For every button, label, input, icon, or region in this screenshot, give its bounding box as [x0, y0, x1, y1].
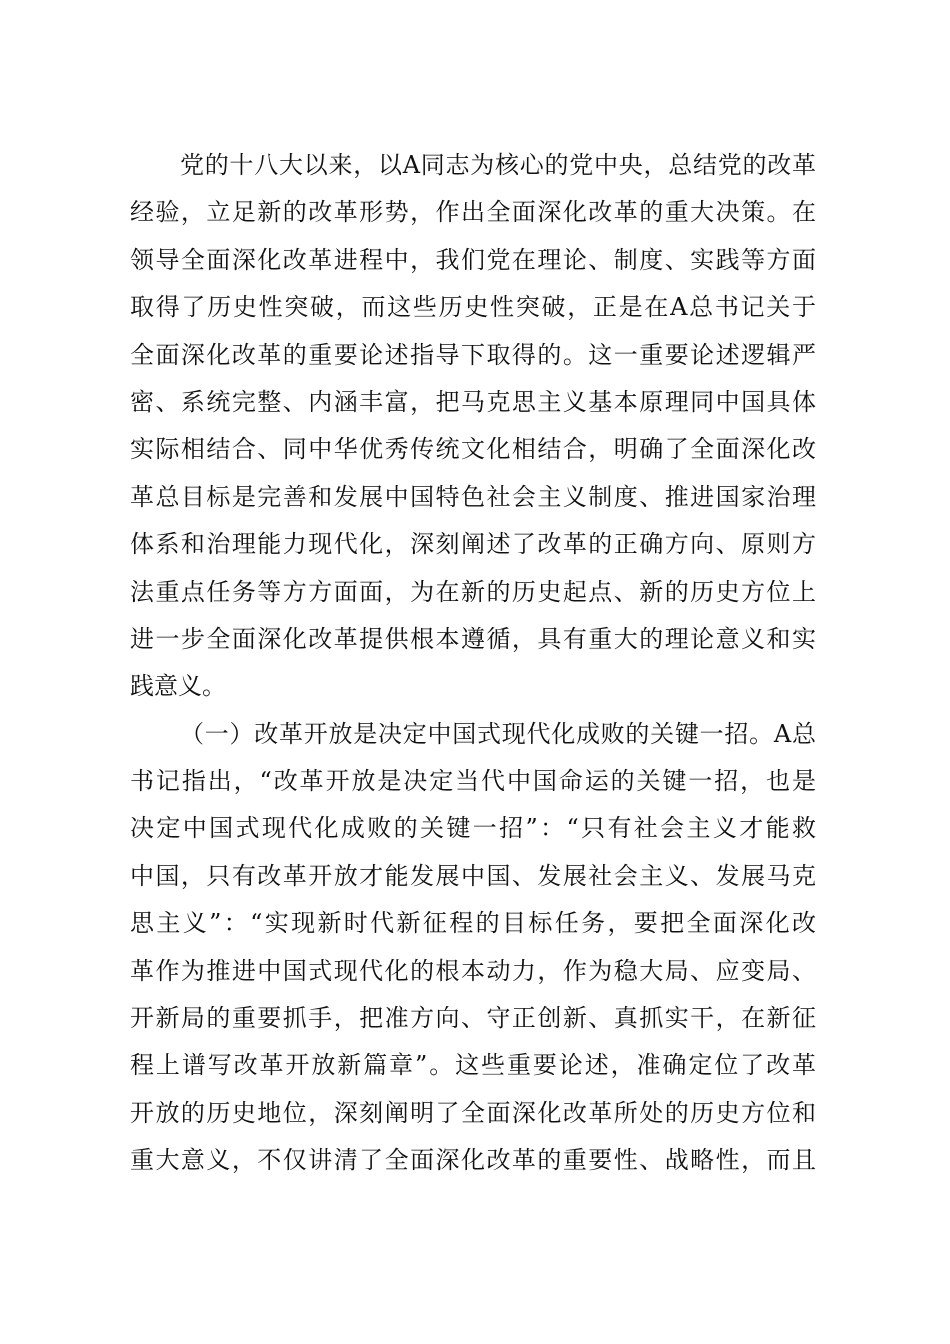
text-line: 全面深化改革的重要论述指导下取得的。这一重要论述逻辑严	[130, 340, 816, 369]
text-line: 法重点任务等方方面面，为在新的历史起点、新的历史方位上	[130, 577, 816, 606]
text-line: 体系和治理能力现代化，深刻阐述了改革的正确方向、原则方	[130, 530, 816, 559]
text-line: 进一步全面深化改革提供根本遵循，具有重大的理论意义和实	[130, 624, 816, 653]
text-line: 革作为推进中国式现代化的根本动力，作为稳大局、应变局、	[130, 956, 816, 985]
text-line: 书记指出，“改革开放是决定当代中国命运的关键一招，也是	[130, 767, 816, 796]
text-line: 取得了历史性突破，而这些历史性突破，正是在A总书记关于	[130, 293, 816, 322]
text-line: 开放的历史地位，深刻阐明了全面深化改革所处的历史方位和	[130, 1098, 816, 1127]
text-line: 程上谱写改革开放新篇章”。这些重要论述，准确定位了改革	[130, 1051, 816, 1080]
text-line: 思主义”：“实现新时代新征程的目标任务，要把全面深化改	[130, 909, 816, 938]
section-heading-line: （一）改革开放是决定中国式现代化成败的关键一招。A总	[180, 719, 816, 748]
document-page	[130, 142, 816, 1185]
text-line: 经验，立足新的改革形势，作出全面深化改革的重大决策。在	[130, 198, 816, 227]
text-line: 领导全面深化改革进程中，我们党在理论、制度、实践等方面	[130, 245, 816, 274]
text-line: 党的十八大以来，以A同志为核心的党中央，总结党的改革	[180, 151, 816, 179]
text-line: 中国，只有改革开放才能发展中国、发展社会主义、发展马克	[130, 861, 816, 890]
text-line: 重大意义，不仅讲清了全面深化改革的重要性、战略性，而且	[130, 1146, 816, 1175]
text-line: 践意义。	[130, 672, 226, 701]
paragraph-section-1	[130, 711, 816, 1185]
text-line: 决定中国式现代化成败的关键一招”：“只有社会主义才能救	[130, 814, 816, 843]
text-line: 革总目标是完善和发展中国特色社会主义制度、推进国家治理	[130, 482, 816, 511]
paragraph-intro	[130, 142, 816, 711]
text-line: 开新局的重要抓手，把准方向、守正创新、真抓实干，在新征	[130, 1004, 816, 1033]
text-line: 实际相结合、同中华优秀传统文化相结合，明确了全面深化改	[130, 435, 816, 464]
text-line: 密、系统完整、内涵丰富，把马克思主义基本原理同中国具体	[130, 387, 816, 416]
